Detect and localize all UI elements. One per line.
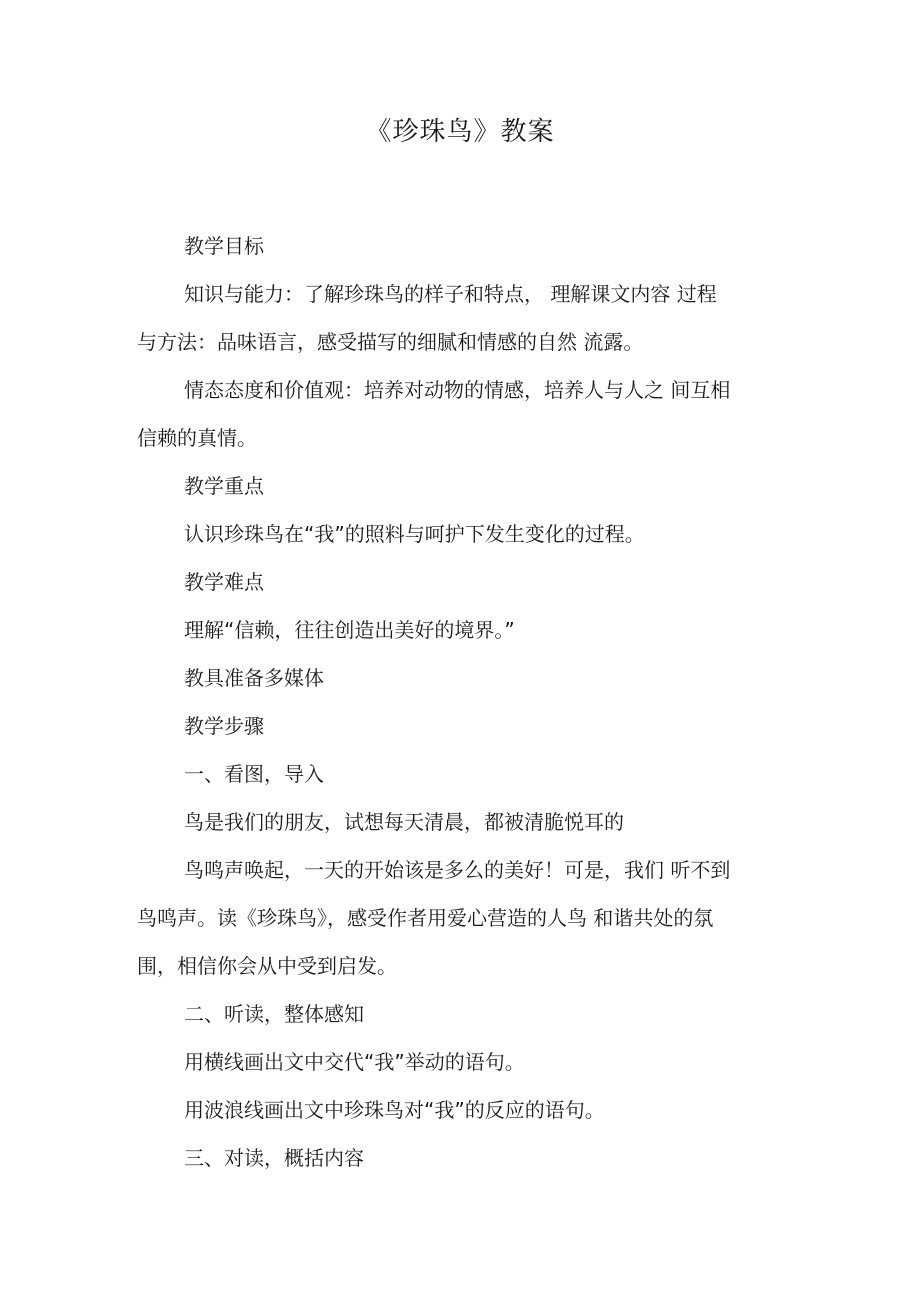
text-line: 二、听读，整体感知: [184, 1002, 364, 1026]
paragraph: [137, 510, 767, 558]
paragraph: [137, 654, 767, 702]
paragraph: [137, 990, 767, 1038]
paragraph: [137, 798, 767, 846]
paragraph: [137, 1086, 767, 1134]
text-line: 一、看图，导入: [184, 762, 324, 786]
text-line: 三、对读，概括内容: [184, 1146, 364, 1170]
text-line: 理解“信赖，往往创造出美好的境界。”: [184, 618, 515, 642]
paragraph: [137, 846, 767, 990]
paragraph: [137, 366, 767, 462]
text-line: 情态态度和价值观：培养对动物的情感，培养人与人之 间互相: [184, 378, 731, 402]
text-line: 教学重点: [184, 474, 264, 498]
paragraph: [137, 1038, 767, 1086]
text-line: 鸟是我们的朋友，试想每天清晨，都被清脆悦耳的: [184, 810, 624, 834]
text-line: 信赖的真情。: [137, 426, 257, 450]
paragraph: [137, 222, 767, 270]
text-line: 认识珍珠鸟在“我”的照料与呵护下发生变化的过程。: [184, 522, 645, 546]
text-line: 教具准备多媒体: [184, 666, 324, 690]
document-body: [137, 222, 767, 1182]
paragraph: [137, 750, 767, 798]
paragraph: [137, 558, 767, 606]
paragraph: [137, 462, 767, 510]
text-line: 教学目标: [184, 234, 264, 258]
text-line: 教学步骤: [184, 714, 264, 738]
paragraph: [137, 702, 767, 750]
paragraph: [137, 270, 767, 366]
paragraph: [137, 606, 767, 654]
text-line: 围，相信你会从中受到启发。: [137, 954, 397, 978]
text-line: 用波浪线画出文中珍珠鸟对“我”的反应的语句。: [184, 1098, 605, 1122]
text-line: 与方法：品味语言，感受描写的细腻和情感的自然 流露。: [137, 330, 644, 354]
text-line: 鸟鸣声唤起，一天的开始该是多么的美好！可是，我们 听不到: [184, 858, 731, 882]
text-line: 知识与能力：了解珍珠鸟的样子和特点， 理解课文内容 过程: [184, 282, 717, 306]
text-line: 用横线画出文中交代“我”举动的语句。: [184, 1050, 525, 1074]
document-title: 《珍珠鸟》教案: [365, 117, 555, 147]
text-line: 教学难点: [184, 570, 264, 594]
paragraph: [137, 1134, 767, 1182]
text-line: 鸟鸣声。读《珍珠鸟》，感受作者用爱心营造的人鸟 和谐共处的氛: [137, 906, 714, 930]
